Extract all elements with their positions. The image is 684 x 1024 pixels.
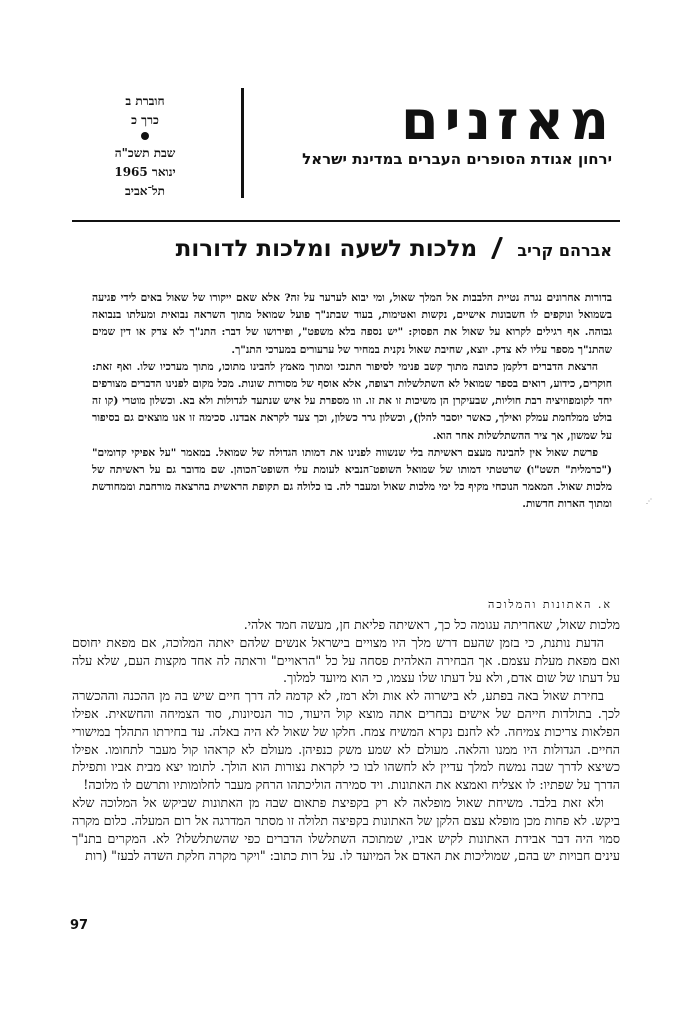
bullet-dot-icon — [141, 132, 149, 140]
print-speck: ⋰ — [646, 498, 652, 505]
article-header — [72, 236, 612, 276]
article-intro — [92, 290, 612, 514]
journal-title: מאזנים — [401, 89, 615, 152]
page-number: 97 — [70, 918, 89, 933]
issue-city: תל־אביב — [125, 184, 165, 198]
masthead-rule — [72, 220, 620, 222]
issue-volume: כרך כ — [131, 113, 159, 127]
body-paragraph: בחירת שאול באה בפתע, לא בישרוה לא אות ולא רמז, לא קדמה לה דרך חיים שיש בה מן ההכנה וההכשרה לכך. בתולדות חייהם של אישים נבחרים אתה מוצא קול היעוד, כור הנסיונות, סוד הצמיחה והחשאית. אפילו הפלאות צריכות צמיחה. לא לחנם נקרא המשיח צמח. חלקו של שאול לא היה באלה. עד בחירתו התהלך במישורי החיים. הגדולות היו ממנו והלאה. מעולם לא שמע משק כנפיהן. מעולם לא קראהו קול מעבר לתחומו. אפילו כשיצא לדרך שבה נמשח למלך עדיין לא לחשהו לבו כי לקראת נצורות הוא הולך. לתומו יצא מבית אביו ותפילת הדרך על שפתיו: לו אצליח ואמצא את האתונות. ויד סמירה הוליכתהו הרחק מעבר לחלומותיו ותרשם לו מלוכה! — [72, 688, 620, 793]
intro-paragraph: בדורות אחרונים נגרה נטיית הלבבות אל המלך שאול, ומי יבוא לערער על זה? אלא שאם ייקורו של שאול באים לידי פגיעה בשמואל ונוקפים לו חשבונות אישיים, נקשות ואטימות, בעוד שבתנ"ך פועל שמואל מתוך השראה נבואית ומעלתו בנבואה גבוהה. אף רגילים לקרוא על שאול את הפסוק: "יש נספה בלא משפט", ופירושו של דבר: התנ"ך לא צדק או דין שמים שהתנ"ך מספר עליו לא צדק. יוצא, שחיבת שאול נקנית במחיר של ערעורים במערכי התנ"ך. — [92, 292, 612, 356]
issue-info — [95, 92, 195, 201]
issue-booklet: חוברת ב — [125, 94, 165, 108]
masthead-divider — [241, 88, 244, 198]
section-body — [72, 616, 620, 865]
body-paragraph: מלכות שאול, שאחריתה עגומה כל כך, ראשיתה פליאת חן, מעשה חמד אלהי. — [243, 617, 620, 632]
journal-subtitle: ירחון אגודת הסופרים העברים במדינת ישראל — [302, 150, 612, 168]
issue-gregorian-date: ינואר 1965 — [114, 165, 176, 179]
issue-hebrew-date: שבת תשכ"ה — [114, 146, 176, 160]
article-author: אברהם קריב — [517, 241, 612, 260]
intro-paragraph: הרצאת הדברים דלקמן כתובה מתוך קשב פנימי לסיפור התנכי ומתוך מאמץ להבינו מתוכו, מתוך מערכיו שלו. ואף זאת: חוקרים, כידוע, רואים בספר שמואל לא השתלשלות רצופה, אלא אוסף של מסורות שונות. מכל מקום לפנינו הדברים מצורפים יחד לקומפוזיציה רבת חוליות, שבעיקרן הן משיכות זו את זו. וזו מספרת על איש שנתעד לגדולות ולא בא. וכשלון מוטרי (קו זה בולט ממלחמת עמלק ואילך, כאשר יוסבר להלן), וכשלון גרר כשלון, וכך צעד לקראת אבדנו. סכימה זו אנו מוצאים גם בסיפור על שמשון, אך ציר ההשתלשלות אחר הוא. — [92, 360, 612, 442]
body-paragraph: הדעת נותנת, כי בזמן שהעם דרש מלך היו מצויים בישראל אנשים שלהם יאתה המלוכה, אם מפאת יחוסם ואם מפאת מעלת עצמם. אך הבחירה האלהית פסחה על כל "הראויים" וראתה לה אחד מקצות העם, שלא עלה על דעתו של שום אדם, ולא על דעתו שלו עצמו, כי הוא מיועד למלוך. — [72, 634, 620, 686]
section-heading: א. האתונות והמלוכה — [488, 598, 612, 611]
body-paragraph: ולא זאת בלבד. משיחת שאול מופלאה לא רק בקפיצת פתאום שבה מן האתונות שביקש אל המלוכה שלא ביקש. לא פחות מכן מופלא עצם הלקן של האתונות בקפיצה תלולה זו מסתר המדרגה אל רום המעלה. כלום מקרה סמוי היה דבר אבידת האתונות לקיש אביו, שמתוכה השתלשלו הדברים כפי שהשתלשלו? לא. המקרים בתנ"ך עינים חבויות יש בהם, שמוליכות את האדם אל המיועד לו. על רות כתוב: "ויקר מקרה חלקת השדה לבעז" (רות — [72, 794, 620, 864]
article-title: מלכות לשעה ומלכות לדורות — [175, 236, 478, 262]
slash-separator-icon — [490, 237, 504, 259]
intro-paragraph: פרשת שאול אין להבינה מעצם ראשיתה בלי שנשווה לפנינו את דמותו הגדולה של שמואל. במאמר "על אפיקי קדומים" ("כרמלית" תשט"ו) שרטטתי דמותו של שמואל השופט־הנביא לעומת עלי השופט־הכוהן. שם מדובר גם על ראשיתה של מלכות שאול. המאמר הנוכחי מקיף כל ימי מלכות שאול ומעבר לה. בו כלולה גם תקופת הראשית בהרצאה מורחבת וממחודשת ומתוך הארות חדשות. — [92, 446, 612, 511]
